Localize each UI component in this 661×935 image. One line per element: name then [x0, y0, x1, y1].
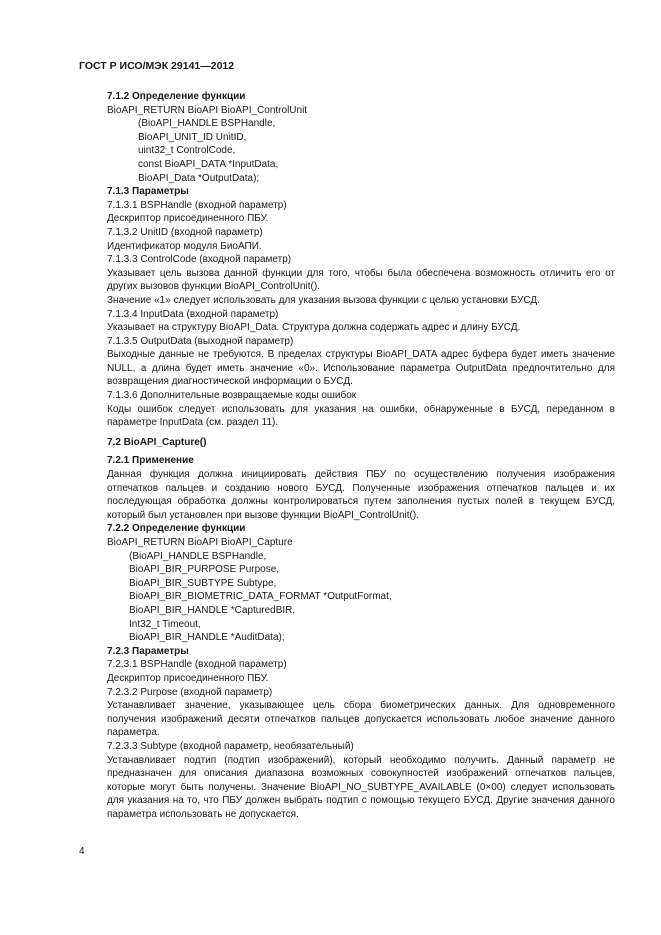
text-line: 7.2.3.3 Subtype (входной параметр, необязательный)	[107, 740, 354, 752]
text-line: Указывает цель вызова данной функции для того, чтобы была обеспечена возможность отличить его от других вызовов функции BioAPI_ControlUnit().	[107, 267, 615, 293]
text-line: BioAPI_RETURN BioAPI BioAPI_ControlUnit	[107, 104, 308, 116]
text-line: BioAPI_BIR_SUBTYPE Subtype,	[129, 577, 277, 589]
text-line: Коды ошибок следует использовать для указания на ошибки, обнаруженные в БУСД, переданном в параметре InputData (см. раздел 11).	[107, 403, 615, 429]
text-line: Значение «1» следует использовать для указания вызова функции с целью установки БУСД.	[107, 294, 540, 306]
text-line: 7.1.3.6 Дополнительные возвращаемые коды ошибок	[107, 390, 357, 402]
text-line: Дескриптор присоединенного ПБУ.	[107, 213, 269, 225]
text-line: BioAPI_BIR_HANDLE *CapturedBIR,	[129, 604, 296, 616]
section-heading: 7.2 BioAPI_Capture()	[107, 436, 207, 448]
text-line: Выходные данные не требуются. В пределах структуры BioAPI_DATA адрес буфера будет иметь значение NULL, а длина будет иметь значение «0». Использование параметра OutputData предпочтительно для возвращения диагностической информации о БУСД.	[107, 349, 615, 388]
document-body	[79, 90, 615, 821]
text-line: Устанавливает подтип (подтип изображений), который необходимо получить. Данный параметр не предназначен для описания диапазона возможных совокупностей изображений отпечатков пальцев, которые могут быть получены. Значение BioAPI_NO_SUBTYPE_AVAILABLE (0×00) следует использовать для указания на то, что ПБУ должен выбрать подтип с помощью текущего БУСД. Другие значения данного параметра использовать не допускается.	[107, 754, 615, 820]
text-line: 7.1.3.5 OutputData (выходной параметр)	[107, 335, 294, 347]
document-header: ГОСТ Р ИСО/МЭК 29141—2012	[79, 60, 235, 72]
text-line: Int32_t Timeout,	[129, 618, 201, 630]
text-line: Данная функция должна инициировать действия ПБУ по осуществлению получения изображения отпечатков пальцев и созданию нового БУСД. Полученные изображения отпечатков пальцев и их последующая обработка должны контролироваться путем заполнения пустых полей в текущем БУСД, который был установлен при вызове функции BioAPI_ControlUnit().	[107, 469, 615, 521]
text-line: Идентификатор модуля БиоАПИ.	[107, 240, 262, 252]
text-line: BioAPI_UNIT_ID UnitID,	[138, 131, 247, 143]
text-line: Устанавливает значение, указывающее цель сбора биометрических данных. Для одновременного получения изображений десяти отпечатков пальцев допускается использовать любое значение данного параметра.	[107, 700, 615, 739]
text-line: 7.1.3.3 ControlCode (входной параметр)	[107, 254, 292, 266]
text-line: Указывает на структуру BioAPI_Data. Структура должна содержать адрес и длину БУСД.	[107, 322, 521, 334]
text-line: const BioAPI_DATA *InputData,	[138, 158, 279, 170]
text-line: 7.2.3.1 BSPHandle (входной параметр)	[107, 659, 287, 671]
section-heading: 7.2.1 Применение	[107, 455, 194, 467]
text-line: Дескриптор присоединенного ПБУ.	[107, 672, 269, 684]
section-heading: 7.1.2 Определение функции	[107, 91, 246, 102]
text-line: BioAPI_BIR_PURPOSE Purpose,	[129, 564, 280, 576]
page-number: 4	[79, 846, 85, 857]
section-heading: 7.1.3 Параметры	[107, 186, 189, 198]
text-line: 7.1.3.2 UnitID (входной параметр)	[107, 226, 263, 238]
text-line: uint32_t ControlCode,	[138, 145, 236, 157]
text-line: 7.2.3.2 Purpose (входной параметр)	[107, 686, 273, 698]
text-line: BioAPI_RETURN BioAPI BioAPI_Capture	[107, 537, 293, 548]
text-line: BioAPI_Data *OutputData);	[138, 172, 260, 184]
section-heading: 7.2.2 Определение функции	[107, 523, 246, 535]
text-line: BioAPI_BIR_BIOMETRIC_DATA_FORMAT *OutputFormat,	[129, 591, 392, 603]
text-line: (BioAPI_HANDLE BSPHandle,	[138, 118, 276, 130]
text-line: (BioAPI_HANDLE BSPHandle,	[129, 550, 267, 562]
text-line: BioAPI_BIR_HANDLE *AuditData);	[129, 632, 285, 644]
section-heading: 7.2.3 Параметры	[107, 645, 189, 657]
text-line: 7.1.3.1 BSPHandle (входной параметр)	[107, 199, 287, 211]
text-line: 7.1.3.4 InputData (входной параметр)	[107, 308, 279, 320]
